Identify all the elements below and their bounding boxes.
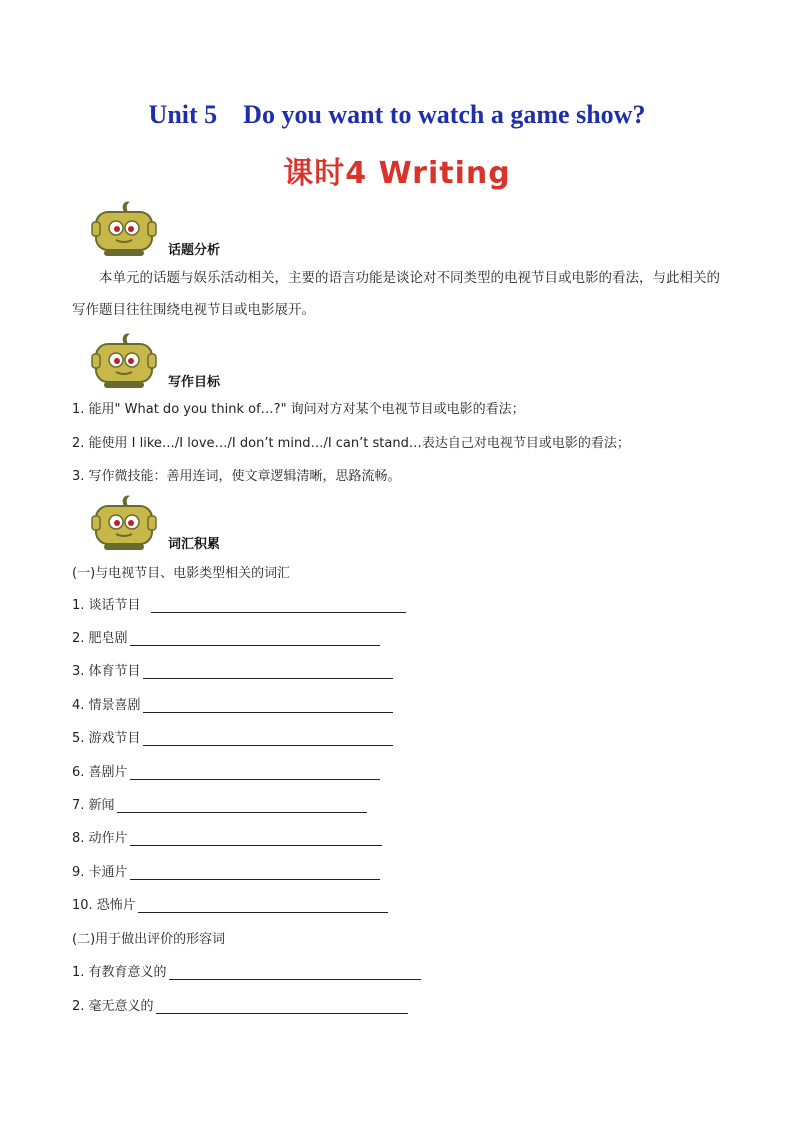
vocab-item-label: 9. 卡通片 — [72, 865, 128, 880]
answer-blank[interactable] — [130, 831, 382, 846]
answer-blank[interactable] — [138, 898, 388, 913]
mascot-icon — [90, 198, 158, 260]
answer-blank[interactable] — [143, 698, 393, 713]
vocab-item-label: 10. 恐怖片 — [72, 898, 136, 913]
vocab-item — [72, 861, 380, 880]
vocab-item-label: 8. 动作片 — [72, 831, 128, 846]
mascot-icon — [90, 492, 158, 554]
vocab-item — [72, 761, 380, 780]
section-vocab-label: 词汇积累 — [168, 537, 221, 552]
vocab-item-label: 6. 喜剧片 — [72, 765, 128, 780]
vocab-item-label: 3. 体育节目 — [72, 664, 141, 679]
answer-blank[interactable] — [117, 798, 367, 813]
section-vocab-header — [90, 492, 350, 554]
vocab-item — [72, 694, 393, 713]
mascot-icon — [90, 330, 158, 392]
lesson-subtitle: 课时4 Writing — [283, 156, 511, 191]
answer-blank[interactable] — [130, 865, 380, 880]
page-title: Unit 5 Do you want to watch a game show? — [148, 100, 646, 129]
section-topic-label: 话题分析 — [168, 243, 221, 258]
goal-item: 1. 能用" What do you think of…?" 询问对方对某个电视节目或电影的看法； — [72, 402, 525, 417]
answer-blank[interactable] — [143, 664, 393, 679]
vocab-item — [72, 594, 406, 613]
answer-blank[interactable] — [151, 598, 406, 613]
vocab-item-label: 2. 毫无意义的 — [72, 999, 154, 1014]
section-goals-header — [90, 330, 350, 392]
vocab-item-label: 4. 情景喜剧 — [72, 698, 141, 713]
vocab-item-label: 7. 新闻 — [72, 798, 115, 813]
vocab-group2-title: (二)用于做出评价的形容词 — [72, 932, 226, 947]
vocab-item — [72, 894, 388, 913]
answer-blank[interactable] — [156, 999, 408, 1014]
answer-blank[interactable] — [130, 765, 380, 780]
vocab-item — [72, 660, 393, 679]
answer-blank[interactable] — [143, 731, 393, 746]
vocab-item — [72, 995, 408, 1014]
vocab-item-label: 2. 肥皂剧 — [72, 631, 128, 646]
section-goals-label: 写作目标 — [168, 375, 221, 390]
vocab-item-label: 1. 有教育意义的 — [72, 965, 167, 980]
vocab-item — [72, 827, 382, 846]
vocab-item — [72, 627, 380, 646]
vocab-item — [72, 727, 393, 746]
goal-item: 3. 写作微技能：善用连词，使文章逻辑清晰，思路流畅。 — [72, 469, 401, 484]
vocab-group1-title: (一)与电视节目、电影类型相关的词汇 — [72, 566, 291, 581]
vocab-item-label: 1. 谈话节目 — [72, 598, 141, 613]
answer-blank[interactable] — [169, 965, 421, 980]
vocab-item — [72, 961, 421, 980]
goal-item: 2. 能使用 I like…/I love…/I don’t mind…/I can’t stand…表达自己对电视节目或电影的看法； — [72, 436, 630, 451]
answer-blank[interactable] — [130, 631, 380, 646]
vocab-item — [72, 794, 367, 813]
section-topic-header — [90, 198, 350, 260]
topic-paragraph: 本单元的话题与娱乐活动相关，主要的语言功能是谈论对不同类型的电视节目或电影的看法，与此相关的写作题目往往围绕电视节目或电影展开。 — [72, 270, 720, 318]
vocab-item-label: 5. 游戏节目 — [72, 731, 141, 746]
